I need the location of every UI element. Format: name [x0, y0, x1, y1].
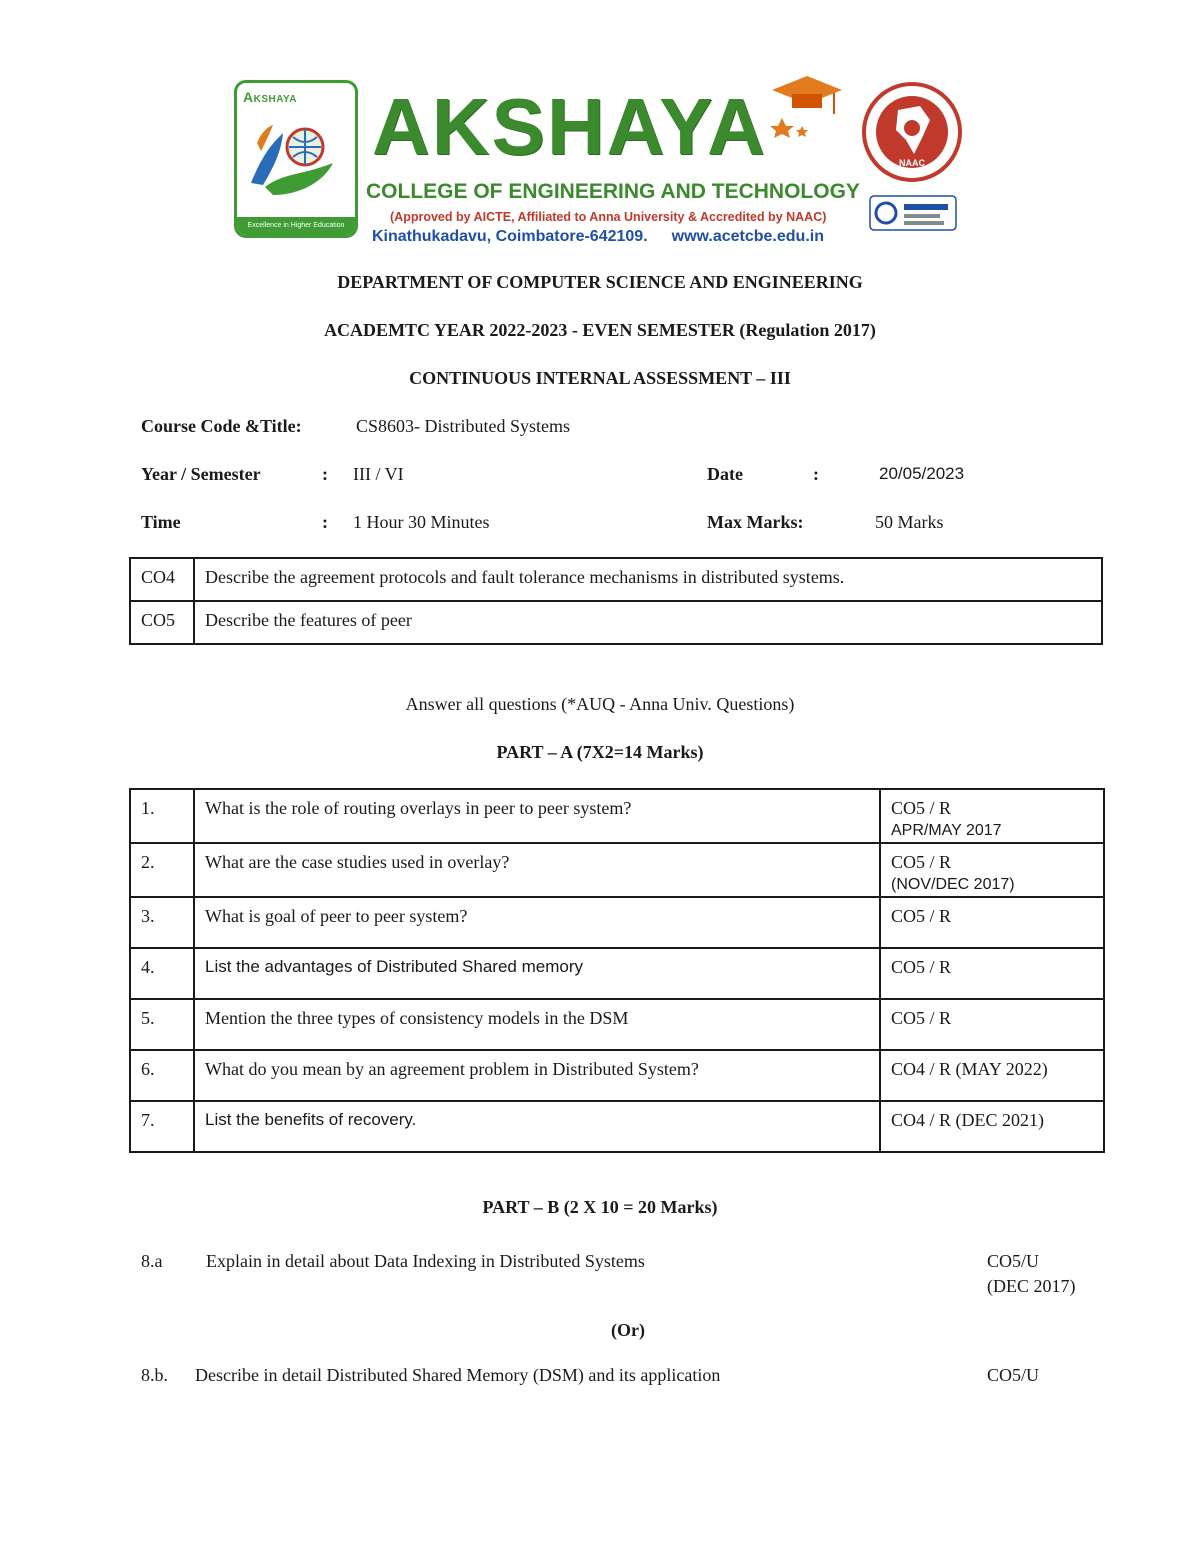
question-8b-text: Describe in detail Distributed Shared Memory (DSM) and its application [195, 1365, 721, 1385]
part-a-title: PART – A (7X2=14 Marks) [496, 742, 704, 762]
auq-tag: (NOV/DEC 2017) [891, 876, 1015, 893]
year-colon: : [322, 464, 328, 484]
course-value: CS8603- Distributed Systems [356, 416, 571, 436]
co-code: CO4 [130, 558, 194, 601]
table-row [130, 897, 1104, 948]
date-label: Date [707, 464, 743, 484]
time-value: 1 Hour 30 Minutes [353, 512, 490, 532]
hands-globe-icon [243, 113, 349, 203]
college-address: Kinathukadavu, Coimbatore-642109. [372, 228, 648, 245]
question-8b-co: CO5/U [987, 1365, 1040, 1385]
emblem-name: Akshaya [243, 89, 298, 105]
college-name: COLLEGE OF ENGINEERING AND TECHNOLOGY [366, 180, 860, 203]
question-number: 3. [130, 897, 194, 948]
table-row [130, 789, 1104, 843]
course-label: Course Code &Title: [141, 416, 302, 436]
brand-block [362, 68, 860, 248]
instructions: Answer all questions (*AUQ - Anna Univ. Questions) [405, 694, 795, 714]
course-outcomes-table [129, 557, 1103, 645]
brand-wordmark: AKSHAYA [372, 82, 767, 171]
question-text: Mention the three types of consistency models in the DSM [194, 999, 880, 1050]
table-row [130, 843, 1104, 897]
question-number: 6. [130, 1050, 194, 1101]
academic-year-title: ACADEMTC YEAR 2022-2023 - EVEN SEMESTER (Regulation 2017) [324, 320, 876, 340]
question-8a-co: CO5/U [987, 1251, 1040, 1271]
college-website: www.acetcbe.edu.in [671, 228, 824, 245]
question-number: 4. [130, 948, 194, 999]
question-text: List the advantages of Distributed Shared memory [194, 948, 880, 999]
question-8a-number: 8.a [141, 1251, 163, 1271]
table-row [130, 601, 1102, 644]
question-number: 5. [130, 999, 194, 1050]
or-separator: (Or) [611, 1320, 645, 1340]
question-co: CO4 / R (MAY 2022) [880, 1050, 1104, 1101]
question-co [880, 789, 1104, 843]
question-text: What are the case studies used in overlay? [194, 843, 880, 897]
college-header [206, 64, 994, 250]
question-co: CO5 / R [880, 897, 1104, 948]
address-line [372, 228, 824, 246]
question-text: What is the role of routing overlays in peer to peer system? [194, 789, 880, 843]
part-a-table [129, 788, 1105, 1153]
question-8b-number: 8.b. [141, 1365, 168, 1385]
co-level: CO5 / R [891, 852, 952, 872]
time-colon: : [322, 512, 328, 532]
marks-value: 50 Marks [875, 512, 944, 532]
question-co [880, 843, 1104, 897]
question-text: List the benefits of recovery. [194, 1101, 880, 1152]
table-row [130, 948, 1104, 999]
table-row [130, 1101, 1104, 1152]
question-co: CO4 / R (DEC 2021) [880, 1101, 1104, 1152]
approval-note: (Approved by AICTE, Affiliated to Anna University & Accredited by NAAC) [390, 210, 827, 224]
marks-label: Max Marks: [707, 512, 804, 532]
akshaya-emblem-logo [234, 80, 358, 238]
question-8a-text: Explain in detail about Data Indexing in Distributed Systems [206, 1251, 645, 1271]
question-text: What is goal of peer to peer system? [194, 897, 880, 948]
co-level: CO5 / R [891, 798, 952, 818]
date-colon: : [813, 464, 819, 484]
assessment-title: CONTINUOUS INTERNAL ASSESSMENT – III [409, 368, 791, 388]
auq-tag: APR/MAY 2017 [891, 822, 1002, 839]
table-row [130, 1050, 1104, 1101]
svg-text:NAAC: NAAC [899, 158, 925, 168]
naac-seal-icon [860, 80, 964, 240]
table-row [130, 558, 1102, 601]
date-value: 20/05/2023 [879, 464, 965, 483]
department-title: DEPARTMENT OF COMPUTER SCIENCE AND ENGINEERING [337, 272, 863, 292]
co-description: Describe the agreement protocols and fault tolerance mechanisms in distributed systems. [194, 558, 1102, 601]
question-number: 1. [130, 789, 194, 843]
time-label: Time [141, 512, 181, 532]
year-label: Year / Semester [141, 464, 261, 484]
question-8a-auq: (DEC 2017) [987, 1276, 1076, 1296]
question-number: 7. [130, 1101, 194, 1152]
question-text: What do you mean by an agreement problem in Distributed System? [194, 1050, 880, 1101]
question-co: CO5 / R [880, 999, 1104, 1050]
year-value: III / VI [353, 464, 404, 484]
part-b-title: PART – B (2 X 10 = 20 Marks) [482, 1197, 718, 1217]
emblem-tagline: Excellence in Higher Education [237, 217, 355, 235]
question-number: 2. [130, 843, 194, 897]
co-code: CO5 [130, 601, 194, 644]
question-co: CO5 / R [880, 948, 1104, 999]
table-row [130, 999, 1104, 1050]
graduation-cap-icon [762, 68, 852, 138]
co-description: Describe the features of peer [194, 601, 1102, 644]
